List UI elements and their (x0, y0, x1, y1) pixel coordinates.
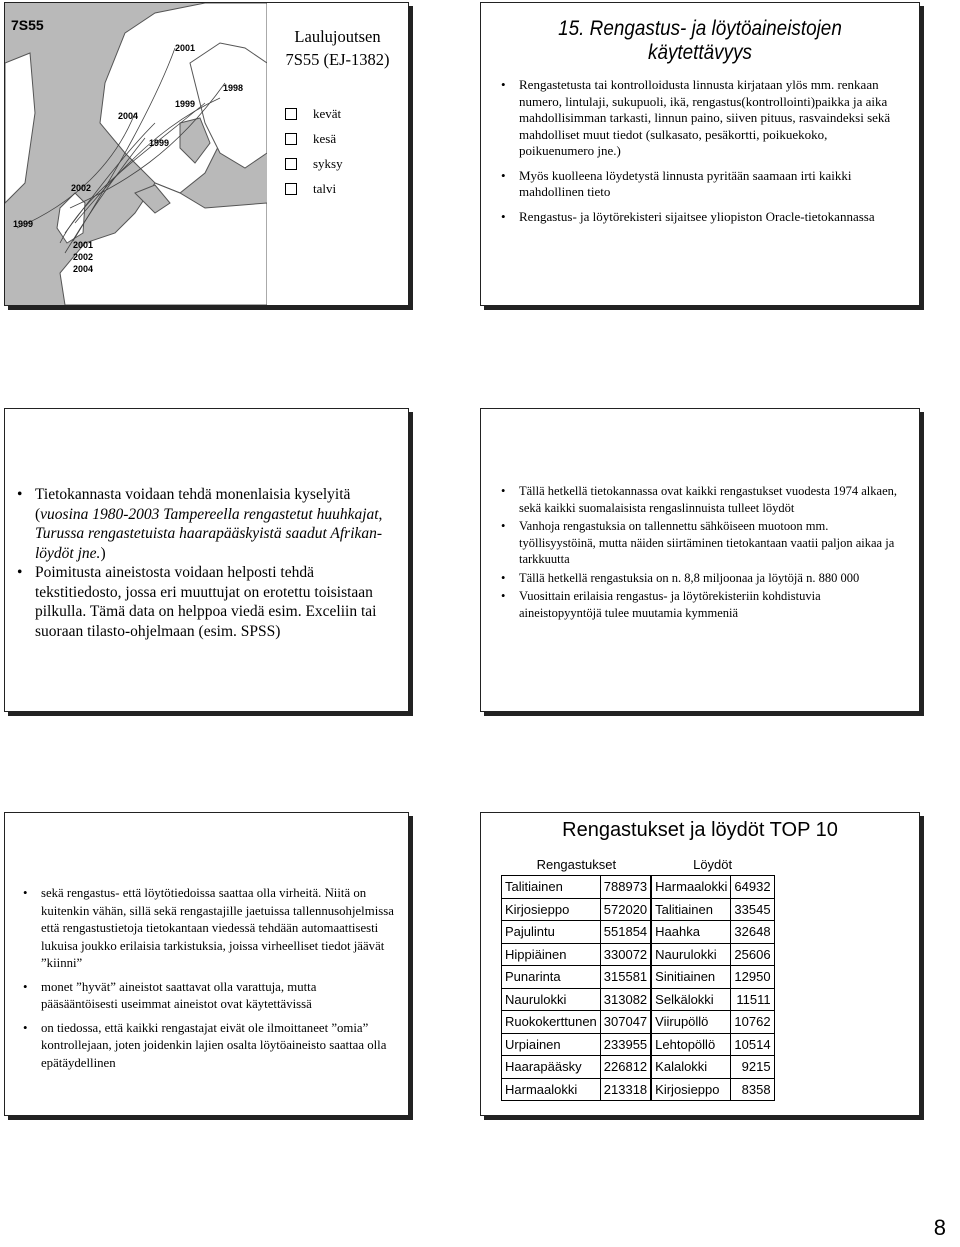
season-legend (285, 101, 343, 201)
find-count-cell: 11511 (731, 988, 774, 1011)
find-count-cell: 25606 (731, 943, 774, 966)
bullet-item: • Tällä hetkellä tietokannassa ovat kaikki rengastukset vuodesta 1974 alkaen, sekä kaikki suomalaisista rengaslinnuista tulleet löydöt (501, 483, 905, 516)
find-count-cell: 32648 (731, 921, 774, 944)
year-label: 1998 (223, 83, 244, 93)
bullet-list (17, 485, 398, 641)
ringing-species-cell: Naurulokki (502, 988, 601, 1011)
find-count-cell: 64932 (731, 876, 774, 899)
checkbox-icon (285, 133, 297, 145)
bullet-item: • Rengastetusta tai kontrolloidusta linnusta kirjataan ylös mm. renkaan numero, lintulaji, sukupuoli, ikä, rengastus(kontrollointi)paikka ja aika mahdollisimman tarkasti, linnun paino, siiven pituus, rasvaindeksi sekä mahdolliset muut tiedot (sulkasato, pesäkortti, poikuekoko, poikuenumero jne.) (501, 77, 905, 160)
ringing-count-cell: 788973 (600, 876, 651, 899)
bullet-item: • Myös kuolleena löydetystä linnusta pyritään saamaan irti kaikki mahdollinen tieto (501, 168, 905, 201)
table-row (502, 943, 775, 966)
bullet-item: • sekä rengastus- että löytötiedoissa saattaa olla virheitä. Niitä on kuitenkin vähän, sillä sekä rengastajille jaetuissa tallennusohjelmissa että rengastustietoja tietokantaan viedessä tehdään automaattisesti lukuisa joukko erilaisia tarkistuksia, joissa virheelliset tiedot jäävät ”kiinni” (23, 885, 396, 973)
bullet-list (23, 885, 396, 1078)
find-count-cell: 10762 (731, 1011, 774, 1034)
page-number: 8 (933, 1215, 946, 1240)
find-species-cell: Talitiainen (651, 898, 731, 921)
bullet-list (501, 483, 905, 623)
slide-data-errors (4, 812, 409, 1116)
find-species-cell: Harmaalokki (651, 876, 731, 899)
table-row (502, 1056, 775, 1079)
year-label: 2004 (73, 264, 94, 274)
slide-top10 (480, 812, 920, 1116)
ringing-count-cell: 315581 (600, 966, 651, 989)
table-row (502, 988, 775, 1011)
migration-map (5, 3, 267, 305)
find-count-cell: 12950 (731, 966, 774, 989)
find-count-cell: 9215 (731, 1056, 774, 1079)
bullet-item: • Tietokannasta voidaan tehdä monenlaisia kyselyitä (vuosina 1980-2003 Tampereella rengastetut huuhkajat, Turussa rengastetuista haarapääskyistä saadut Afrikan-löydöt jne.) (17, 485, 398, 563)
year-label: 2001 (73, 240, 94, 250)
ringing-count-cell: 233955 (600, 1033, 651, 1056)
checkbox-icon (285, 158, 297, 170)
table-row (502, 966, 775, 989)
legend-item: syksy (285, 151, 343, 176)
slide-data-usability (480, 2, 920, 306)
find-count-cell: 8358 (731, 1078, 774, 1101)
ringing-count-cell: 551854 (600, 921, 651, 944)
legend-item: kesä (285, 126, 343, 151)
find-species-cell: Selkälokki (651, 988, 731, 1011)
find-species-cell: Haahka (651, 921, 731, 944)
ringing-species-cell: Urpiainen (502, 1033, 601, 1056)
slide1-title: Laulujoutsen 7S55 (EJ-1382) (285, 27, 390, 69)
bullet-item: • monet ”hyvät” aineistot saattavat olla varattuja, mutta pääsääntöisesti useimmat aineistot ovat käytettävissä (23, 979, 396, 1014)
top10-table (501, 853, 775, 1101)
find-count-cell: 33545 (731, 898, 774, 921)
find-species-cell: Viirupöllö (651, 1011, 731, 1034)
checkbox-icon (285, 108, 297, 120)
ringing-species-cell: Ruokokerttunen (502, 1011, 601, 1034)
year-label: 1999 (13, 219, 34, 229)
bullet-item: • Rengastus- ja löytörekisteri sijaitsee yliopiston Oracle-tietokannassa (501, 209, 905, 226)
ring-code-label: 7S55 (11, 17, 44, 33)
year-label: 2002 (73, 252, 94, 262)
ringing-count-cell: 226812 (600, 1056, 651, 1079)
bullet-item: • Tällä hetkellä rengastuksia on n. 8,8 miljoonaa ja löytöjä n. 880 000 (501, 570, 905, 587)
year-label: 2002 (71, 183, 92, 193)
table-row (502, 1011, 775, 1034)
legend-item: talvi (285, 176, 343, 201)
bullet-list (501, 77, 905, 233)
ringing-count-cell: 307047 (600, 1011, 651, 1034)
ringing-species-cell: Talitiainen (502, 876, 601, 899)
year-label: 2004 (118, 111, 139, 121)
bullet-item: • Vanhoja rengastuksia on tallennettu sähköiseen muotoon mm. työllisyystöinä, mutta näiden siirtäminen tietokantaan vaatii paljon aikaa ja tarkkuutta (501, 518, 905, 568)
ringing-count-cell: 213318 (600, 1078, 651, 1101)
top10-table-body (502, 876, 775, 1101)
ringing-species-cell: Hippiäinen (502, 943, 601, 966)
bullet-item: • Poimitusta aineistosta voidaan helposti tehdä tekstitiedosto, jossa eri muuttujat on erotettu toisistaan pilkulla. Tämä data on helppoa viedä esim. Exceliin tai suoraan tilasto-ohjelmaan (esim. SPSS) (17, 563, 398, 641)
ringing-species-cell: Haarapääsky (502, 1056, 601, 1079)
find-count-cell: 10514 (731, 1033, 774, 1056)
slide-database-status (480, 408, 920, 712)
find-species-cell: Kalalokki (651, 1056, 731, 1079)
bullet-item: • Vuosittain erilaisia rengastus- ja löytörekisteriin kohdistuvia aineistopyyntöjä tulee muutamia kymmeniä (501, 588, 905, 621)
find-species-cell: Lehtopöllö (651, 1033, 731, 1056)
slide-queries (4, 408, 409, 712)
checkbox-icon (285, 183, 297, 195)
ringing-count-cell: 572020 (600, 898, 651, 921)
map-drawing (5, 3, 267, 305)
find-species-cell: Naurulokki (651, 943, 731, 966)
table-row (502, 921, 775, 944)
table-header-row (502, 853, 775, 876)
ringing-species-cell: Harmaalokki (502, 1078, 601, 1101)
column-header-ringings: Rengastukset (536, 856, 617, 872)
ringing-count-cell: 313082 (600, 988, 651, 1011)
table-row (502, 876, 775, 899)
slide6-title: Rengastukset ja löydöt TOP 10 (562, 819, 838, 841)
table-row (502, 898, 775, 921)
slide-swan-map (4, 2, 409, 306)
table-row (502, 1033, 775, 1056)
year-label: 1999 (175, 99, 196, 109)
column-header-finds: Löydöt (693, 856, 733, 872)
find-species-cell: Sinitiainen (651, 966, 731, 989)
year-label: 1999 (149, 138, 170, 148)
ringing-count-cell: 330072 (600, 943, 651, 966)
bullet-item: • on tiedossa, että kaikki rengastajat eivät ole ilmoittaneet ”omia” kontrollejaan, joten joidenkin lajien osalta löytöaineisto saattaa olla epätäydellinen (23, 1020, 396, 1073)
find-species-cell: Kirjosieppo (651, 1078, 731, 1101)
ringing-species-cell: Punarinta (502, 966, 601, 989)
slide2-title: 15. Rengastus- ja löytöaineistojen käytettävyys (558, 17, 842, 64)
ringing-species-cell: Pajulintu (502, 921, 601, 944)
legend-item: kevät (285, 101, 343, 126)
table-row (502, 1078, 775, 1101)
ringing-species-cell: Kirjosieppo (502, 898, 601, 921)
year-label: 2001 (175, 43, 196, 53)
